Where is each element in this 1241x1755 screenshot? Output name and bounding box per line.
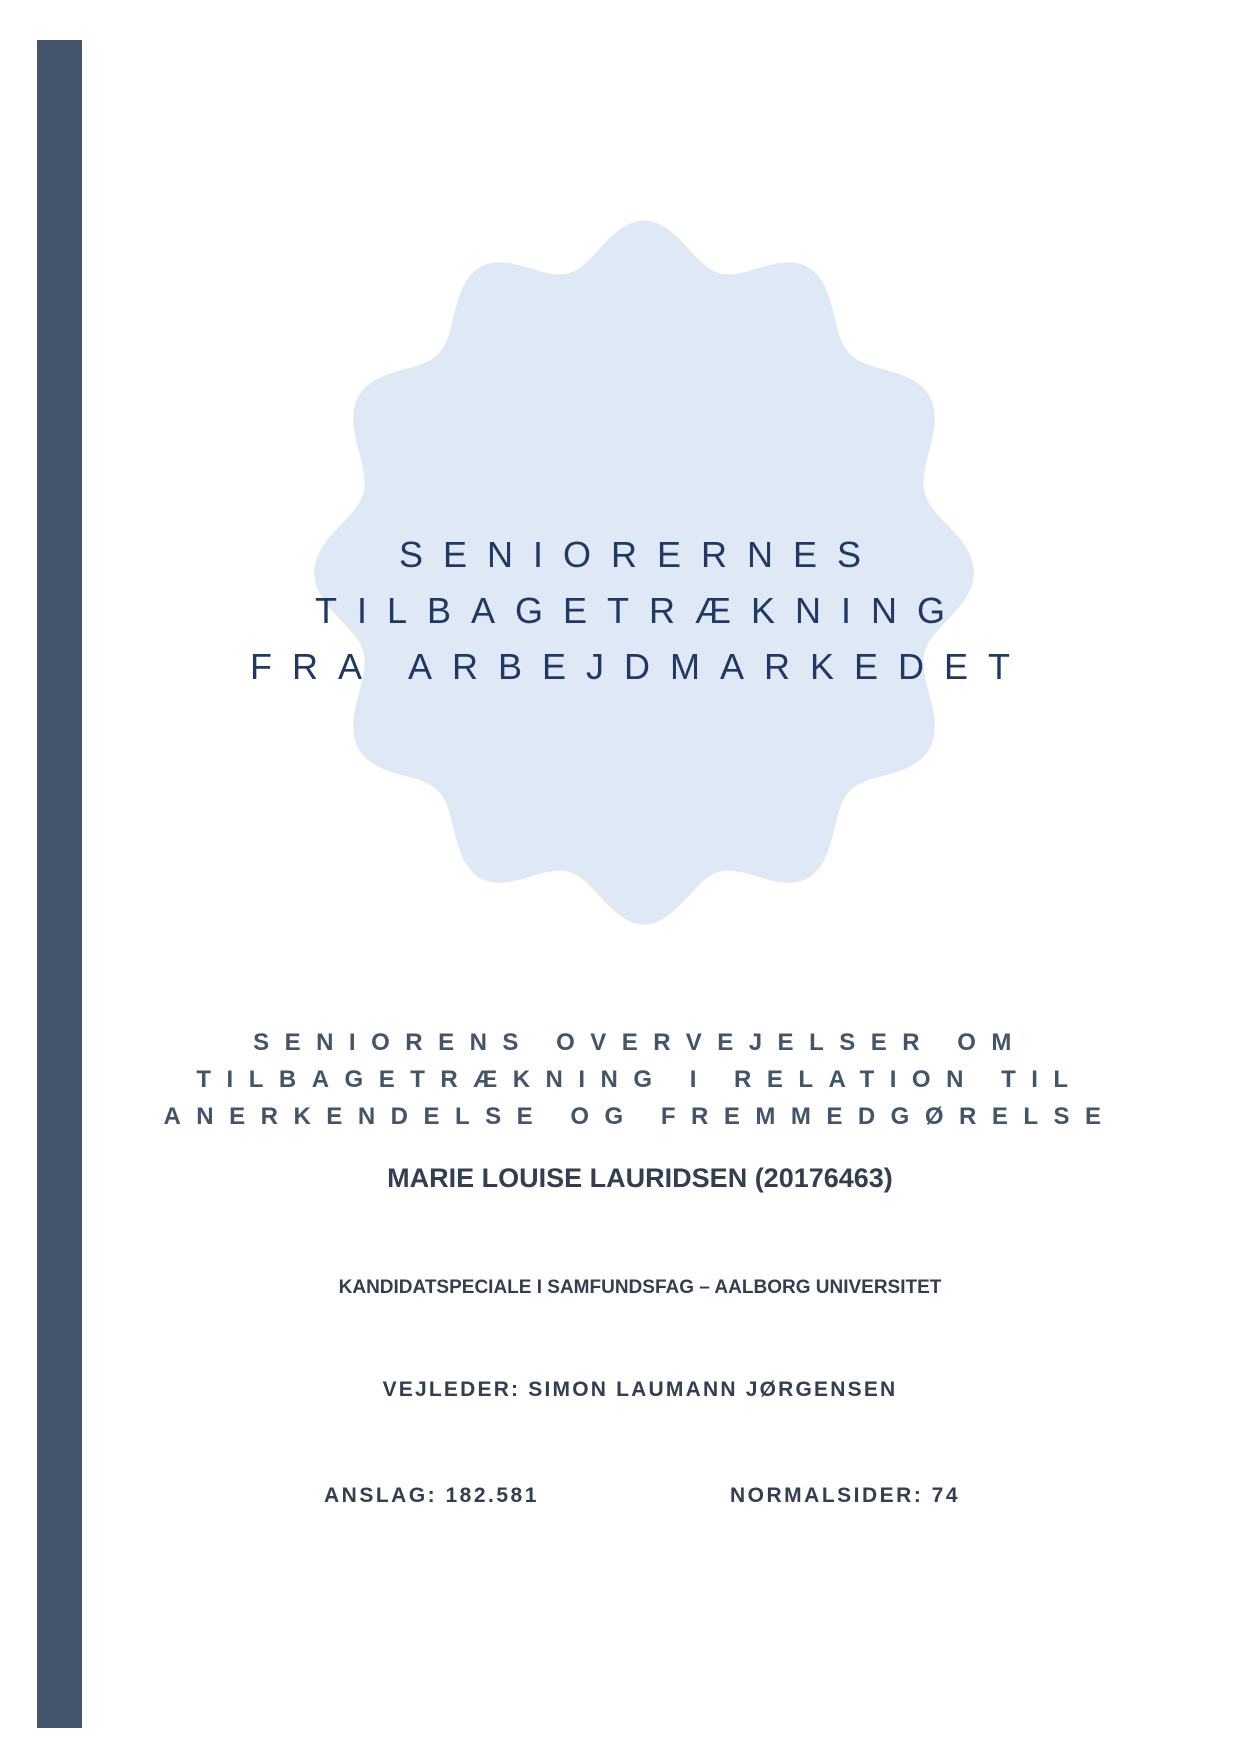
advisor-line: VEJLEDER: SIMON LAUMANN JØRGENSEN: [382, 1378, 898, 1401]
cover-title: [100, 527, 1180, 695]
cover-subtitle-line-1: SENIORENS OVERVEJELSER OM: [253, 1029, 1027, 1056]
cover-subtitle-line-2: TILBAGETRÆKNING I RELATION TIL: [196, 1066, 1084, 1093]
cover-subtitle: [120, 1024, 1160, 1135]
cover-title-line-1: SENIORERNES TILBAGETRÆKNING: [314, 534, 966, 631]
normal-pages-count: NORMALSIDER: 74: [730, 1484, 961, 1507]
strokes-count: ANSLAG: 182.581: [324, 1484, 539, 1507]
left-accent-bar: [37, 40, 82, 1728]
cover-title-line-2: FRA ARBEJDMARKEDET: [249, 646, 1031, 687]
author-name: MARIE LOUISE LAURIDSEN (20176463): [387, 1163, 893, 1193]
cover-subtitle-line-3: ANERKENDELSE OG FREMMEDGØRELSE: [163, 1103, 1117, 1130]
program-line: KANDIDATSPECIALE I SAMFUNDSFAG – AALBORG UNIVERSITET: [338, 1277, 942, 1298]
